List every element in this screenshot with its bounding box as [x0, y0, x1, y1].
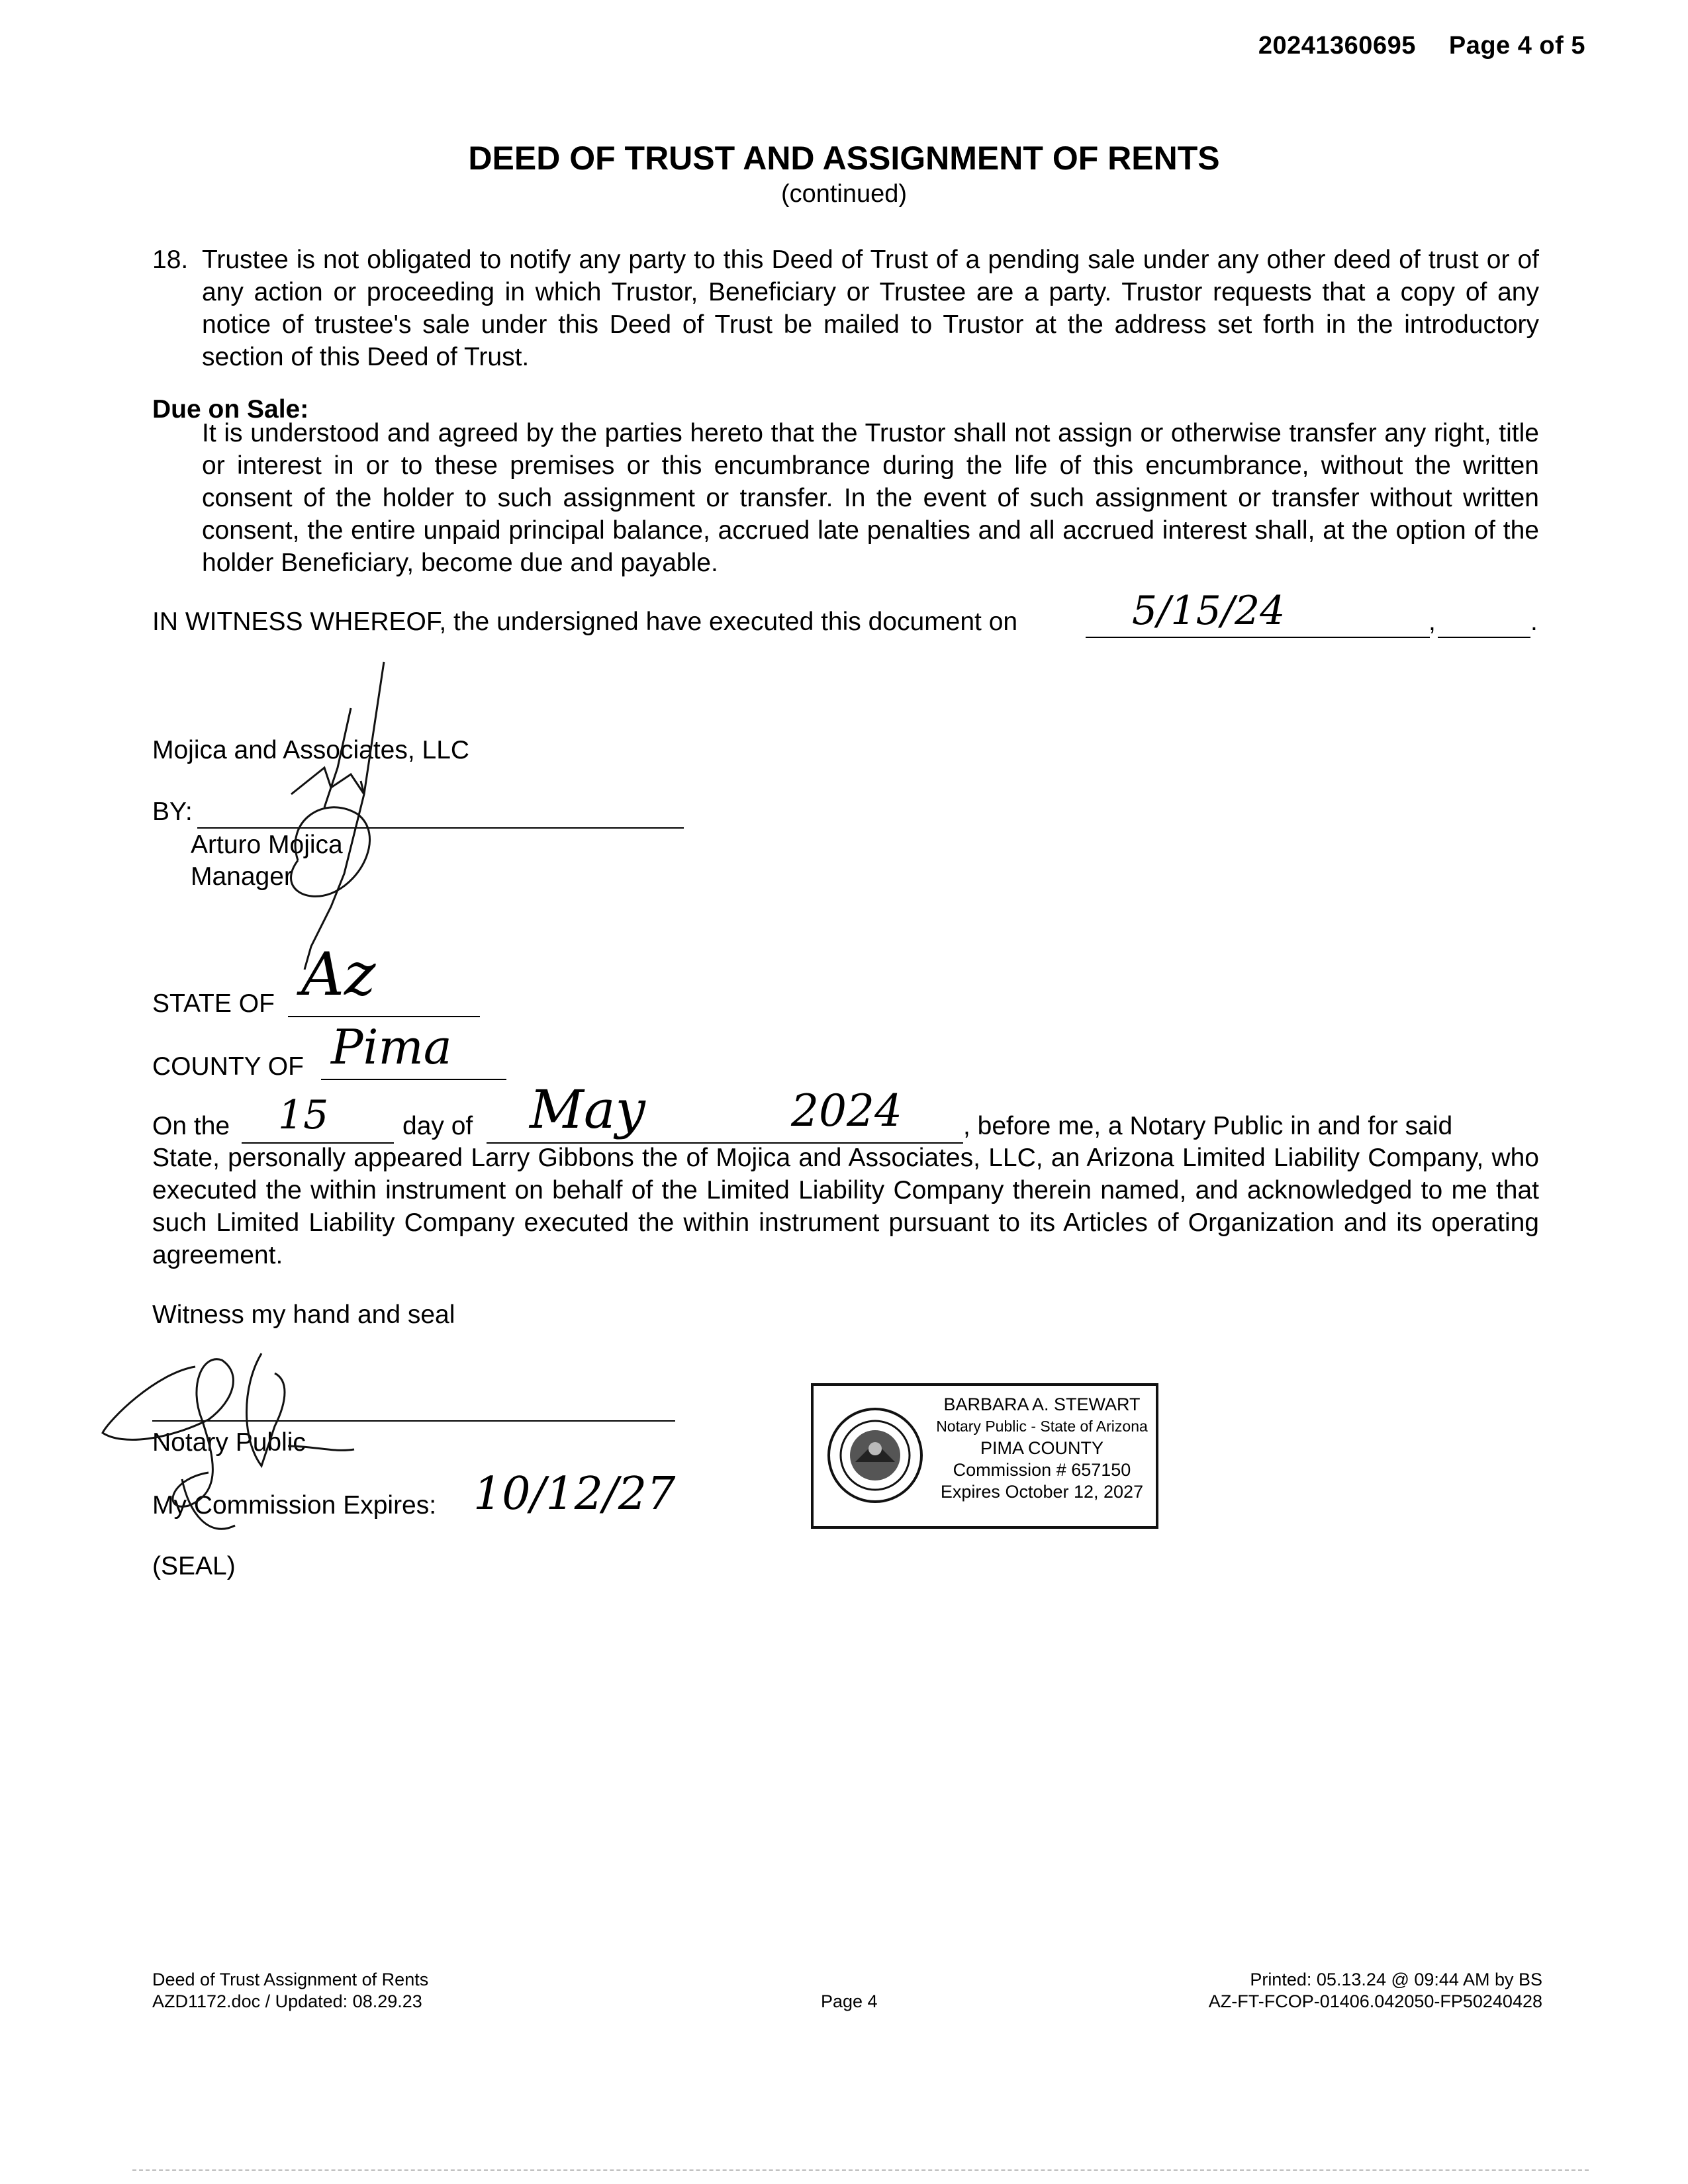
document-subtitle: (continued) — [780, 180, 908, 208]
commission-handwritten: 10/12/27 — [473, 1468, 676, 1520]
acknowledgment-body: State, personally appeared Larry Gibbons the of Mojica and Associates, LLC, an Arizona Limited Liability Company, who executed the within instrument on behalf of the Limited Liability Company therein named, and acknowledged to me that such Limited Liability Company executed the within instrument pursuant to its Articles of Organization and its operating agreement. — [152, 1144, 1539, 1269]
due-on-sale-text: It is understood and agreed by the parties hereto that the Trustor shall not assign or otherwise transfer any right, title or interest in or to these premises or this encumbrance during the life of this encumbrance, without the written consent of the holder to such assignment or transfer. In the event of such assignment or transfer without written consent, the entire unpaid principal balance, accrued late penalties and all accrued interest shall, at the option of the holder Beneficiary, become due and payable. — [202, 419, 1539, 577]
stamp-name: BARBARA A. STEWART — [943, 1394, 1141, 1414]
company-name: Mojica and Associates, LLC — [152, 736, 470, 764]
paragraph-18 — [152, 244, 1539, 373]
footer-page-number: Page 4 — [821, 1991, 878, 2011]
signatory-name: Arturo Mojica — [191, 831, 343, 859]
document-title: DEED OF TRUST AND ASSIGNMENT OF RENTS — [468, 140, 1220, 177]
stamp-expiry: Expires October 12, 2027 — [940, 1482, 1144, 1502]
county-label: COUNTY OF — [152, 1052, 304, 1081]
year-handwritten: 2024 — [791, 1085, 902, 1136]
stamp-title: Notary Public - State of Arizona — [936, 1418, 1148, 1435]
due-on-sale-heading: Due on Sale: — [152, 395, 309, 424]
notary-stamp — [811, 1383, 1158, 1529]
witness-comma: , — [1429, 608, 1436, 636]
day-handwritten: 15 — [278, 1092, 329, 1138]
month-handwritten: May — [530, 1079, 645, 1140]
stamp-county: PIMA COUNTY — [980, 1438, 1104, 1458]
paragraph-text: Trustee is not obligated to notify any party to this Deed of Trust of a pending sale under any other deed of trust or of any action or proceeding in which Trustor, Beneficiary or Trustee are a party. Trustor requests that a copy of any notice of trustee's sale under this Deed of Trust be mailed to Trustor at the address set forth in the introductory section of this Deed of Trust. — [202, 246, 1539, 371]
document-number: 20241360695 — [1258, 32, 1416, 60]
notary-signature — [89, 1347, 367, 1552]
footer-right — [1209, 1969, 1542, 2013]
acknowledgment-intro: , before me, a Notary Public in and for said — [963, 1112, 1453, 1140]
footer-form-title: Deed of Trust Assignment of Rents — [152, 1970, 429, 1989]
scan-artifact — [132, 2169, 1589, 2173]
execution-year-line — [1438, 597, 1530, 638]
state-handwritten: Az — [301, 940, 376, 1009]
footer-file-number: AZ-FT-FCOP-01406.042050-FP50240428 — [1208, 1991, 1542, 2011]
county-handwritten: Pima — [331, 1019, 452, 1075]
execution-date-handwritten: 5/15/24 — [1132, 588, 1286, 634]
footer-printed: Printed: 05.13.24 @ 09:44 AM by BS — [1250, 1970, 1542, 1989]
document-header — [1258, 32, 1585, 60]
footer-form-id: AZD1172.doc / Updated: 08.29.23 — [152, 1991, 422, 2011]
witness-statement: IN WITNESS WHEREOF, the undersigned have executed this document on — [152, 608, 1018, 636]
page-indicator: Page 4 of 5 — [1448, 32, 1585, 60]
footer-left — [152, 1969, 428, 2013]
stamp-text — [933, 1394, 1151, 1503]
state-seal-icon — [825, 1406, 925, 1505]
stamp-commission: Commission # 657150 — [953, 1460, 1131, 1480]
seal-label: (SEAL) — [152, 1552, 236, 1580]
by-label: BY: — [152, 797, 193, 826]
day-of-label: day of — [402, 1112, 473, 1140]
on-the-label: On the — [152, 1112, 230, 1140]
signatory-signature — [199, 655, 410, 979]
state-label: STATE OF — [152, 989, 275, 1018]
commission-label: My Commission Expires: — [152, 1491, 437, 1520]
witness-hand-seal: Witness my hand and seal — [152, 1300, 455, 1329]
paragraph-number: 18. — [152, 246, 189, 274]
signatory-role: Manager — [191, 862, 293, 891]
notary-public-label: Notary Public — [152, 1428, 306, 1457]
